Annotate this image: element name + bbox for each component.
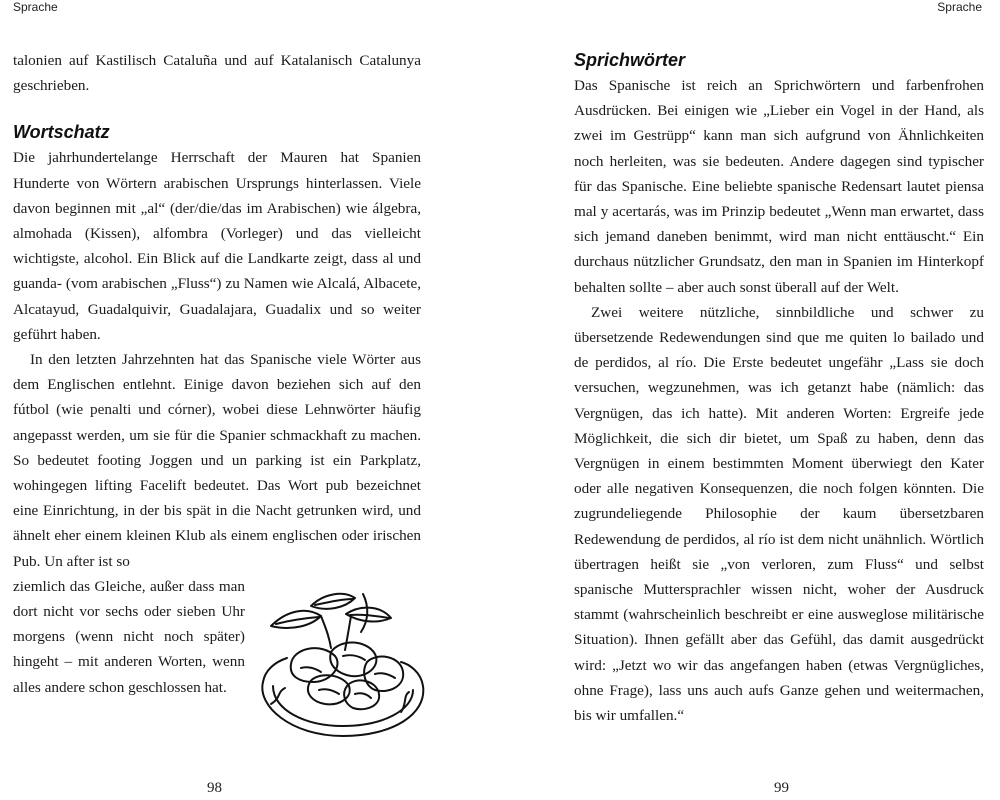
left-intro-paragraph: talonien auf Kastilisch Cataluña und auf Katalanisch Catalunya geschrieben. [13,52,421,95]
heading-wortschatz: Wortschatz [13,122,110,143]
right-page [574,48,984,728]
left-page [13,48,421,754]
illustration-text-wrap [13,574,421,700]
running-head-left: Sprache [13,0,58,14]
left-paragraph-2b: ziemlich das Gleiche, außer dass man dort nicht vor sechs oder sieben Uhr morgens (wenn nicht noch später) hingeht – mit anderen Worten, wenn alles andere schon geschlossen hat. [13,577,245,696]
page-number-left: 98 [207,780,222,796]
right-paragraph-2: Zwei weitere nützliche, sinnbildliche und schwer zu übersetzende Redewendungen sind que me quiten lo bailado und de perdidos, al río. Die Erste bedeutet ungefähr „Lass sie doch versuchen, wegzunehmen, was ich getanzt habe (nämlich: das Vergnügen, das ich hatte). Mit anderen Worten: Ergreife jede Möglichkeit, die sich dir bietet, um Spaß zu haben, denn das Vergnügen in einem bestimmten Moment überwiegt den Kater oder alle negativen Konsequenzen, die noch folgen könnten. Die zugrundeliegende Philosophie der kaum übersetzbaren Redewendung de perdidos, al río ist dem nicht unähnlich. Wörtlich übertragen heißt sie „von verloren, zum Fluss“ und selbst spanische Muttersprachler wissen nicht, woher der Ausdruck stammt (wahrscheinlich beschreibt er eine ausweglose militärische Situation). Ihnen gefällt aber das Gefühl, das damit ausgedrückt wird: „Jetzt wo wir das angefangen haben (etwas Vergnügliches, ohne Frage), lass uns auch aufs Ganze gehen und weitermachen, bis wir umfallen.“ [574,303,984,725]
heading-sprichwoerter: Sprichwörter [574,50,686,70]
page-number-right: 99 [774,780,789,796]
running-head-right: Sprache [937,0,982,14]
plate-of-food-illustration [251,586,429,754]
left-paragraph-2a: In den letzten Jahrzehnten hat das Spanische viele Wörter aus dem Englischen entlehnt. Einige davon beziehen sich auf den fútbol (wie penalti und córner), wobei diese Lehnwörter häufig angepasst werden, um sie für die Spanier schmackhaft zu machen. So bedeutet footing Joggen und un parking ist ein Parkplatz, wohingegen lifting Facelift bedeutet. Das Wort pub bezeichnet eine Einrichtung, in der bis spät in die Nacht getrunken wird, und ähnelt eher einem kleinen Klub als einem englischen oder irischen Pub. Un after ist so [13,351,421,570]
left-paragraph-1: Die jahrhundertelange Herrschaft der Mauren hat Spanien Hunderte von Wörtern arabischen Ursprungs hinterlassen. Viele davon beginnen mit „al“ (der/die/das im Arabischen) wie álgebra, almohada (Kissen), alfombra (Vorleger) und das vielleicht wichtigste, alcohol. Ein Blick auf die Landkarte zeigt, dass al und guanda- (vom arabischen „Fluss“) zu Namen wie Alcalá, Albacete, Alcatayud, Guadalquivir, Guadalajara, Guadalix und so weiter geführt haben. [13,149,421,343]
right-paragraph-1: Das Spanische ist reich an Sprichwörtern und farbenfrohen Ausdrücken. Bei einigen wie „Lieber ein Vogel in der Hand, als zwei im Gestrüpp“ kann man sich aufgrund von Ähnlichkeiten noch herleiten, was sie bedeuten. Andere dagegen sind typischer für das Spanische. Eine beliebte spanische Redensart lautet piensa mal y acertarás, was im Prinzip bedeutet „Wenn man erwartet, dass sich jemand daneben benimmt, wird man nicht enttäuscht.“ Ein durchaus nützlicher Grundsatz, den man in Spanien im Hinterkopf behalten sollte – aber auch sonst überall auf der Welt. [574,77,984,296]
